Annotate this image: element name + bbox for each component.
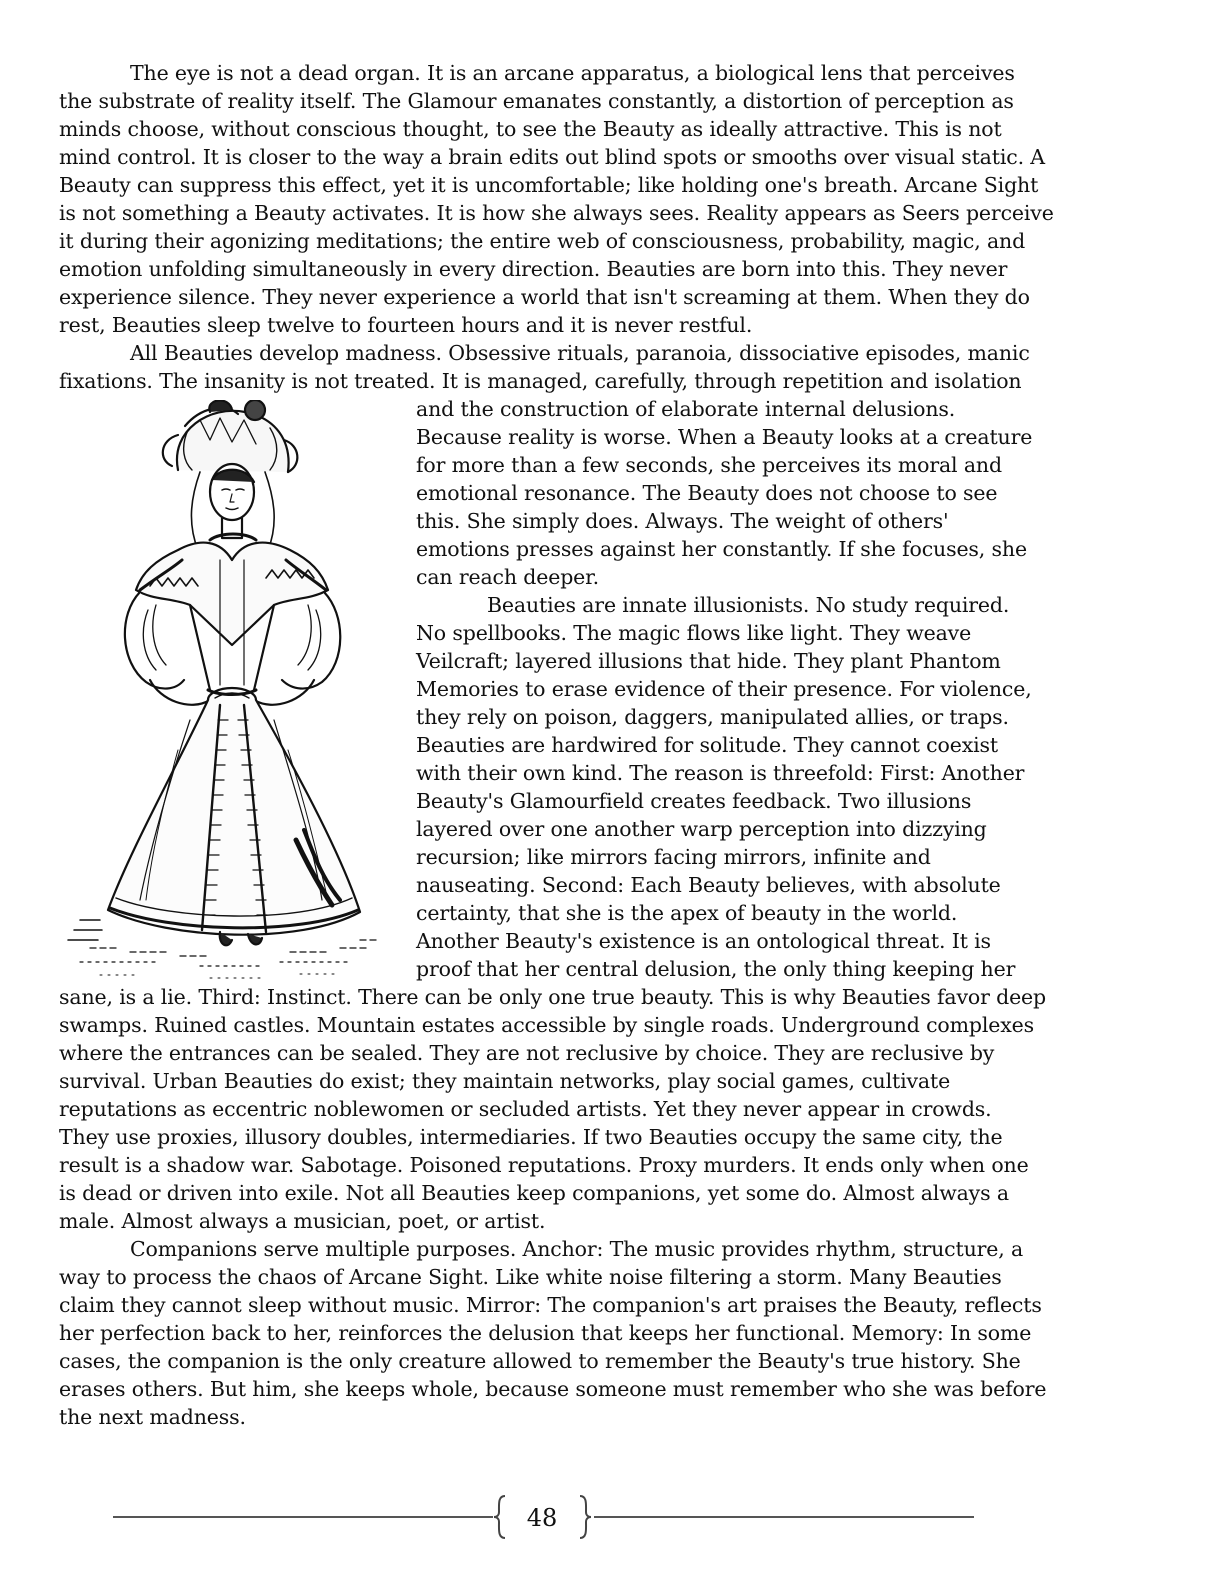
- text-line: sane, is a lie. Third: Instinct. There can be only one true beauty. This is why Beauties favor deep: [59, 985, 1047, 1009]
- text-line: reputations as eccentric noblewomen or secluded artists. Yet they never appear in crowds.: [59, 1097, 992, 1121]
- text-line: No spellbooks. The magic flows like light. They weave: [416, 621, 972, 645]
- right-brace-icon: [578, 1494, 592, 1540]
- text-line: Veilcraft; layered illusions that hide. They plant Phantom: [416, 649, 1001, 673]
- text-line: survival. Urban Beauties do exist; they maintain networks, play social games, cultivate: [59, 1069, 951, 1093]
- victorian-woman-illustration: [60, 400, 405, 980]
- text-line: recursion; like mirrors facing mirrors, infinite and: [416, 845, 931, 869]
- text-line: Another Beauty's existence is an ontological threat. It is: [416, 929, 991, 953]
- text-line: the next madness.: [59, 1405, 246, 1429]
- text-line: this. She simply does. Always. The weight of others': [416, 509, 949, 533]
- text-line: rest, Beauties sleep twelve to fourteen hours and it is never restful.: [59, 313, 753, 337]
- text-line: and the construction of elaborate internal delusions.: [416, 397, 956, 421]
- text-line: experience silence. They never experience a world that isn't screaming at them. When they do: [59, 285, 1030, 309]
- text-line: Beauties are innate illusionists. No study required.: [487, 593, 1010, 617]
- text-line: The eye is not a dead organ. It is an arcane apparatus, a biological lens that perceives: [130, 61, 1015, 85]
- text-line: male. Almost always a musician, poet, or artist.: [59, 1209, 546, 1233]
- text-line: claim they cannot sleep without music. Mirror: The companion's art praises the Beauty, reflects: [59, 1293, 1042, 1317]
- text-line: All Beauties develop madness. Obsessive rituals, paranoia, dissociative episodes, manic: [130, 341, 1030, 365]
- text-line: proof that her central delusion, the only thing keeping her: [416, 957, 1016, 981]
- text-line: with their own kind. The reason is threefold: First: Another: [416, 761, 1025, 785]
- text-line: mind control. It is closer to the way a brain edits out blind spots or smooths over visual static. A: [59, 145, 1045, 169]
- text-line: cases, the companion is the only creature allowed to remember the Beauty's true history. She: [59, 1349, 1021, 1373]
- text-line: erases others. But him, she keeps whole, because someone must remember who she was before: [59, 1377, 1047, 1401]
- text-line: result is a shadow war. Sabotage. Poisoned reputations. Proxy murders. It ends only when one: [59, 1153, 1029, 1177]
- text-line: Because reality is worse. When a Beauty looks at a creature: [416, 425, 1033, 449]
- left-brace-icon: [493, 1494, 507, 1540]
- text-line: it during their agonizing meditations; the entire web of consciousness, probability, magic, and: [59, 229, 1026, 253]
- text-line: Memories to erase evidence of their presence. For violence,: [416, 677, 1032, 701]
- text-line: minds choose, without conscious thought, to see the Beauty as ideally attractive. This is not: [59, 117, 1002, 141]
- text-line: Beauty's Glamourfield creates feedback. Two illusions: [416, 789, 972, 813]
- text-line: Beauties are hardwired for solitude. They cannot coexist: [416, 733, 998, 757]
- text-line: emotional resonance. The Beauty does not choose to see: [416, 481, 998, 505]
- footer-rule-right: [594, 1516, 974, 1518]
- text-line: swamps. Ruined castles. Mountain estates accessible by single roads. Underground complexes: [59, 1013, 1035, 1037]
- text-line: where the entrances can be sealed. They are not reclusive by choice. They are reclusive by: [59, 1041, 995, 1065]
- text-line: they rely on poison, daggers, manipulated allies, or traps.: [416, 705, 1009, 729]
- text-line: certainty, that she is the apex of beauty in the world.: [416, 901, 958, 925]
- text-line: can reach deeper.: [416, 565, 599, 589]
- text-line: Companions serve multiple purposes. Anchor: The music provides rhythm, structure, a: [130, 1237, 1024, 1261]
- text-line: her perfection back to her, reinforces the delusion that keeps her functional. Memory: In some: [59, 1321, 1032, 1345]
- page-number: 48: [526, 1504, 558, 1532]
- text-line: is not something a Beauty activates. It is how she always sees. Reality appears as Seers perceive: [59, 201, 1054, 225]
- text-line: for more than a few seconds, she perceives its moral and: [416, 453, 1002, 477]
- footer-rule-left: [113, 1516, 493, 1518]
- text-line: They use proxies, illusory doubles, intermediaries. If two Beauties occupy the same city, the: [59, 1125, 1003, 1149]
- text-line: emotion unfolding simultaneously in every direction. Beauties are born into this. They never: [59, 257, 1008, 281]
- text-line: is dead or driven into exile. Not all Beauties keep companions, yet some do. Almost always a: [59, 1181, 1009, 1205]
- text-line: emotions presses against her constantly. If she focuses, she: [416, 537, 1027, 561]
- text-line: the substrate of reality itself. The Glamour emanates constantly, a distortion of perception as: [59, 89, 1014, 113]
- text-line: layered over one another warp perception into dizzying: [416, 817, 987, 841]
- text-line: Beauty can suppress this effect, yet it is uncomfortable; like holding one's breath. Arcane Sight: [59, 173, 1039, 197]
- text-line: fixations. The insanity is not treated. It is managed, carefully, through repetition and isolation: [59, 369, 1022, 393]
- text-line: way to process the chaos of Arcane Sight. Like white noise filtering a storm. Many Beauties: [59, 1265, 1002, 1289]
- text-line: nauseating. Second: Each Beauty believes, with absolute: [416, 873, 1001, 897]
